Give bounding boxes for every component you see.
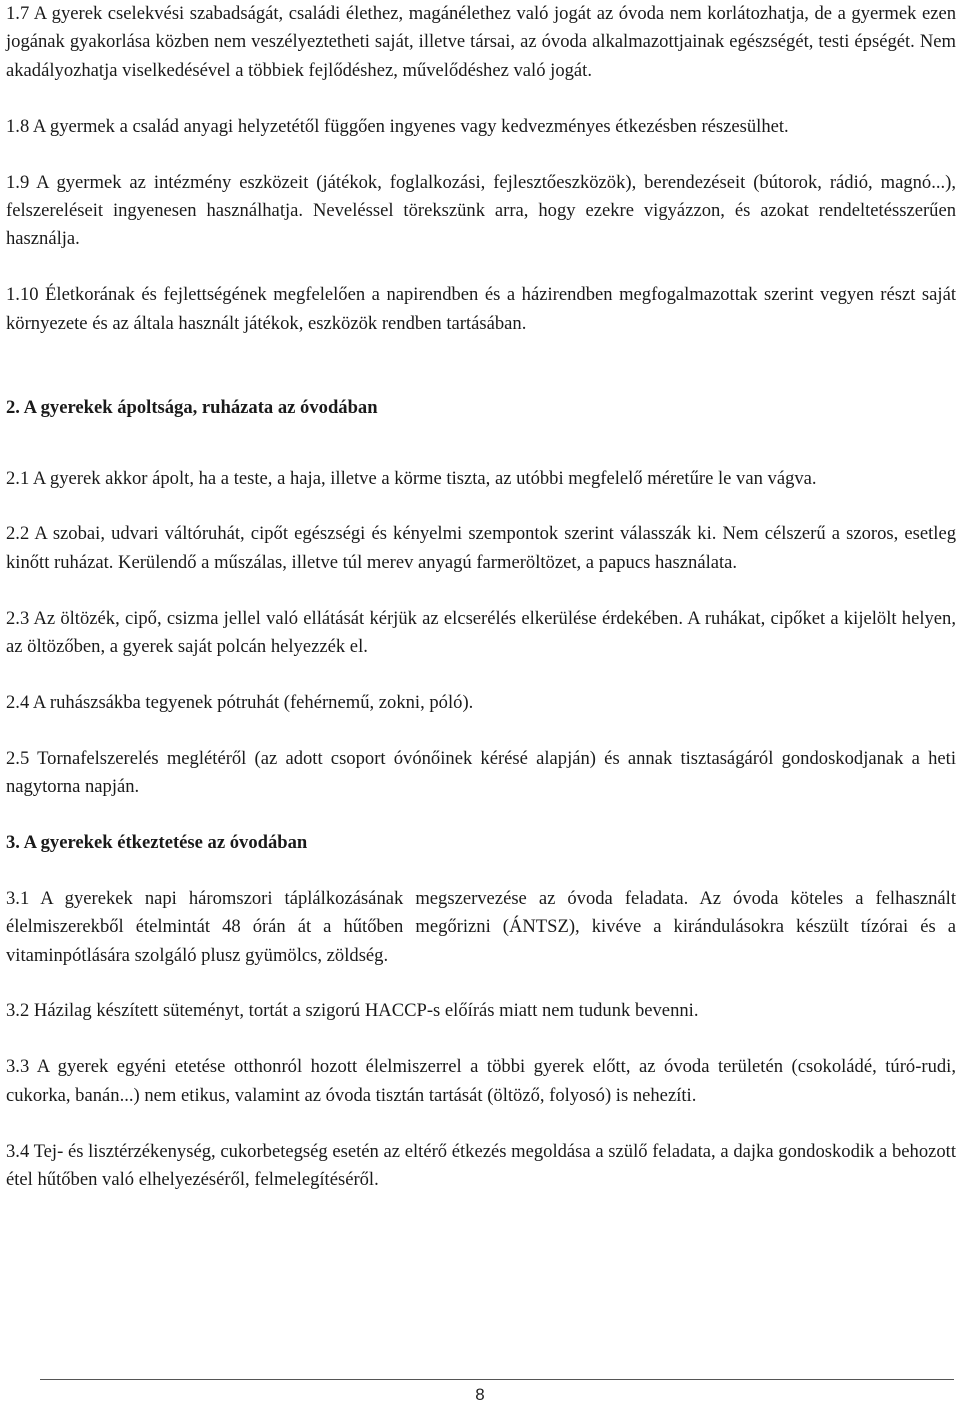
paragraph-3-4: 3.4 Tej- és lisztérzékenység, cukorbetegség esetén az eltérő étkezés megoldása a szülő feladata, a dajka gondoskodik a behozott étel hűtőben való elhelyezéséről, felmelegítéséről. xyxy=(6,1140,956,1191)
section-heading-2: 2. A gyerekek ápoltsága, ruházata az óvodában xyxy=(6,397,378,419)
section-heading-3: 3. A gyerekek étkeztetése az óvodában xyxy=(6,832,308,854)
paragraph-1-10: 1.10 Életkorának és fejlettségének megfelelően a napirendben és a házirendben megfogalmazottak szerint vegyen részt saját környezete és az általa használt játékok, eszközök rendben tartásában. xyxy=(6,284,956,334)
document-page xyxy=(6,0,956,1194)
paragraph-1-9: 1.9 A gyermek az intézmény eszközeit (játékok, foglalkozási, fejlesztőeszközök), berendezéseit (bútorok, rádió, magnó...), felszereléseit ingyenesen használhatja. Neveléssel törekszünk arra, hogy ezekre vigyázzon, és azokat rendeltetésszerűen használja. xyxy=(6,171,956,250)
paragraph-3-3: 3.3 A gyerek egyéni etetése otthonról hozott élelmiszerrel a többi gyerek előtt, az óvoda területén (csokoládé, túró-rudi, cukorka, banán...) nem etikus, valamint az óvoda tisztán tartását (öltöző, folyosó) is nehezíti. xyxy=(6,1056,956,1106)
paragraph-3-2: 3.2 Házilag készített süteményt, tortát a szigorú HACCP-s előírás miatt nem tudunk bevenni. xyxy=(6,1000,699,1022)
paragraph-2-2: 2.2 A szobai, udvari váltóruhát, cipőt egészségi és kényelmi szempontok szerint válasszák ki. Nem célszerű a szoros, esetleg kinőtt ruházat. Kerülendő a műszálas, illetve túl merev anyagú farmeröltözet, a papucs használata. xyxy=(6,523,956,573)
paragraph-3-1: 3.1 A gyerekek napi háromszori táplálkozásának megszervezése az óvoda feladata. Az óvoda köteles a felhasznált élelmiszerekből ételmintát 48 órán át a hűtőben megőrizni (ÁNTSZ), kivéve a kirándulásokra készült tízórai és a vitaminpótlására szolgáló plusz gyümölcs, zöldség. xyxy=(6,887,956,966)
paragraph-2-3: 2.3 Az öltözék, cipő, csizma jellel való ellátását kérjük az elcserélés elkerülése érdekében. A ruhákat, cipőket a kijelölt helyen, az öltözőben, a gyerek saját polcán helyezzék el. xyxy=(6,607,956,658)
paragraph-2-5: 2.5 Tornafelszerelés meglétéről (az adott csoport óvónőinek kérésé alapján) és annak tisztaságáról gondoskodjanak a heti nagytorna napján. xyxy=(6,748,956,798)
page-number: 8 xyxy=(475,1385,485,1404)
paragraph-1-8: 1.8 A gyermek a család anyagi helyzetétől függően ingyenes vagy kedvezményes étkezésben részesülhet. xyxy=(6,115,789,137)
paragraph-2-4: 2.4 A ruhászsákba tegyenek pótruhát (fehérnemű, zokni, póló). xyxy=(6,692,474,714)
paragraph-2-1: 2.1 A gyerek akkor ápolt, ha a teste, a haja, illetve a körme tiszta, az utóbbi megfelelő méretűre le van vágva. xyxy=(6,467,817,489)
footer-divider xyxy=(40,1379,954,1380)
paragraph-1-7: 1.7 A gyerek cselekvési szabadságát, családi élethez, magánélethez való jogát az óvoda nem korlátozhatja, de a gyermek ezen jogának gyakorlása közben nem veszélyeztetheti saját, illetve társai, az óvoda alkalmazottjainak egészségét, testi épségét. Nem akadályozhatja viselkedésével a többiek fejlődéshez, művelődéshez való jogát. xyxy=(6,3,956,81)
